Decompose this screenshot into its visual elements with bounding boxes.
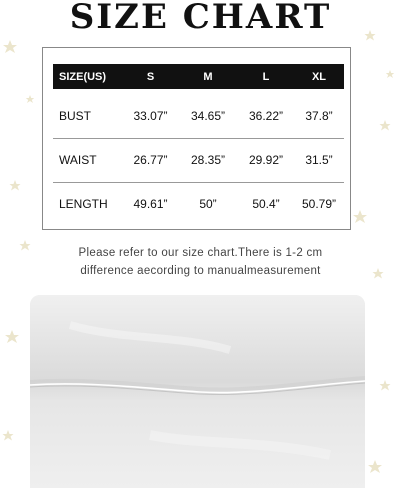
row-label: WAIST (59, 153, 97, 167)
table-cell: 29.92” (248, 153, 284, 167)
table-cell: 49.61” (133, 197, 168, 211)
fabric-seam-illustration (30, 295, 365, 488)
page-title: SIZE CHART (69, 0, 332, 37)
table-cell: 28.35” (190, 153, 226, 167)
header-cell: XL (311, 70, 327, 83)
table-cell: 34.65” (190, 109, 226, 123)
row-divider (53, 182, 344, 183)
table-row (53, 184, 344, 224)
table-header-row (53, 64, 344, 89)
row-label: LENGTH (59, 197, 108, 211)
header-cell: L (262, 70, 270, 83)
row-divider (53, 138, 344, 139)
table-cell: 31.5” (305, 153, 333, 167)
table-cell: 37.8” (305, 109, 333, 123)
header-cell: SIZE(US) (59, 70, 107, 83)
header-cell: M (203, 70, 213, 83)
table-cell: 26.77” (133, 153, 168, 167)
size-note-line-1: Please refer to our size chart.There is 1-2 cm (78, 247, 323, 259)
table-cell: 50.79” (301, 197, 337, 211)
table-row (53, 140, 344, 180)
size-note-line-2: difference aecording to manualmeasurement (80, 265, 321, 277)
table-cell: 50” (199, 197, 217, 211)
fabric-detail-image (30, 295, 365, 488)
table-row (53, 96, 344, 136)
size-chart-table (42, 47, 351, 230)
table-cell: 36.22” (248, 109, 284, 123)
row-label: BUST (59, 109, 92, 123)
table-cell: 33.07” (133, 109, 168, 123)
header-cell: S (146, 70, 155, 83)
table-cell: 50.4” (252, 197, 280, 211)
